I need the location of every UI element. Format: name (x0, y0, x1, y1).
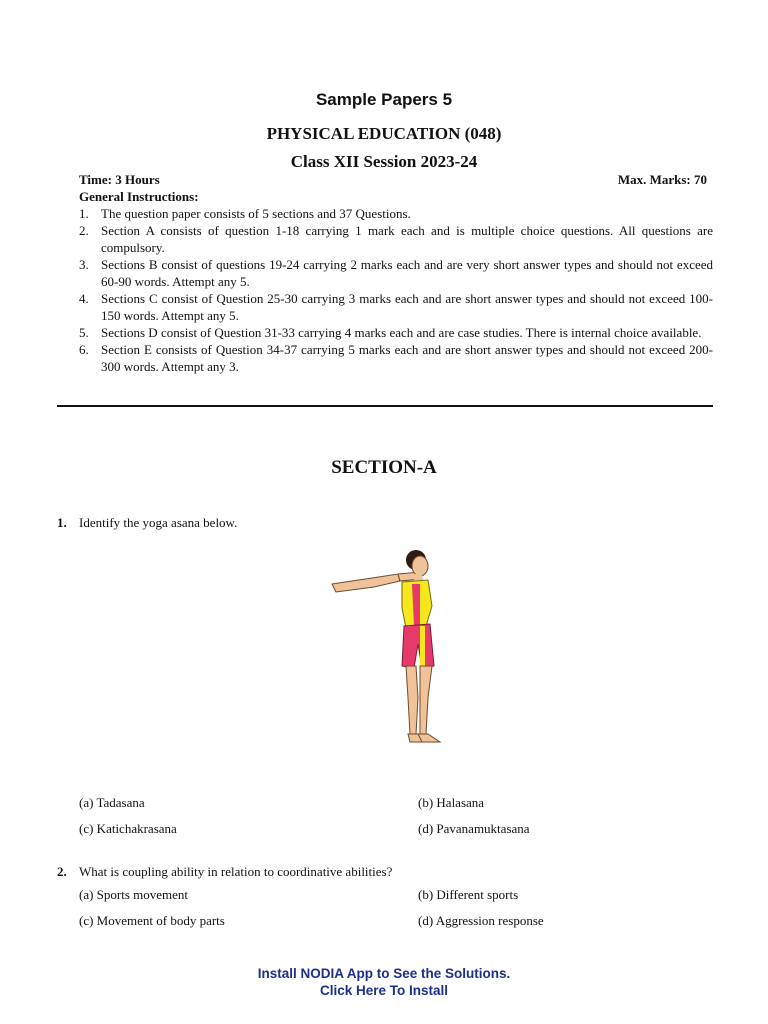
instruction-item: 6. Section E consists of Question 34-37 carrying 5 marks each and are short answer types and should not exceed 200-300 words. Attempt any 3. (79, 342, 713, 374)
question-number: 2. (57, 864, 67, 879)
subject-title: PHYSICAL EDUCATION (048) (266, 124, 502, 143)
install-app-link[interactable]: Install NODIA App to See the Solutions. (257, 966, 511, 981)
question-number: 1. (57, 515, 67, 530)
time-allowed: Time: 3 Hours (79, 172, 160, 187)
option-b: (b) Halasana (418, 795, 485, 810)
instruction-item: 5. Sections D consist of Question 31-33 carrying 4 marks each and are case studies. There is internal choice available. (79, 325, 702, 340)
instruction-item: 4. Sections C consist of Question 25-30 carrying 3 marks each and are short answer types and should not exceed 100-150 words. Attempt any 5. (79, 291, 713, 323)
question-text: Identify the yoga asana below. (79, 515, 238, 530)
instruction-item: 1. The question paper consists of 5 sections and 37 Questions. (79, 206, 411, 221)
sample-paper-title: Sample Papers 5 (315, 90, 453, 109)
instruction-item: 2. Section A consists of question 1-18 carrying 1 mark each and is multiple choice questions. All questions are compulsory. (79, 223, 713, 255)
option-d: (d) Pavanamuktasana (418, 821, 530, 836)
yoga-pose-icon (328, 548, 450, 756)
question-2 (57, 864, 392, 880)
click-to-install-link[interactable]: Click Here To Install (319, 983, 449, 998)
option-c: (c) Katichakrasana (79, 821, 177, 836)
option-a: (a) Tadasana (79, 795, 145, 810)
option-d: (d) Aggression response (418, 913, 544, 928)
section-heading: SECTION-A (331, 457, 437, 478)
instruction-item: 3. Sections B consist of questions 19-24 carrying 2 marks each and are very short answer types and should not exceed 60-90 words. Attempt any 5. (79, 257, 713, 289)
question-1 (57, 515, 237, 531)
instructions-heading: General Instructions: (79, 189, 199, 204)
option-c: (c) Movement of body parts (79, 913, 225, 928)
option-a: (a) Sports movement (79, 887, 189, 902)
class-session-title: Class XII Session 2023-24 (290, 152, 478, 171)
instructions-list (79, 205, 713, 375)
question-text: What is coupling ability in relation to coordinative abilities? (79, 864, 393, 879)
divider-rule (57, 405, 713, 407)
max-marks: Max. Marks: 70 (617, 172, 707, 187)
option-b: (b) Different sports (418, 887, 519, 902)
